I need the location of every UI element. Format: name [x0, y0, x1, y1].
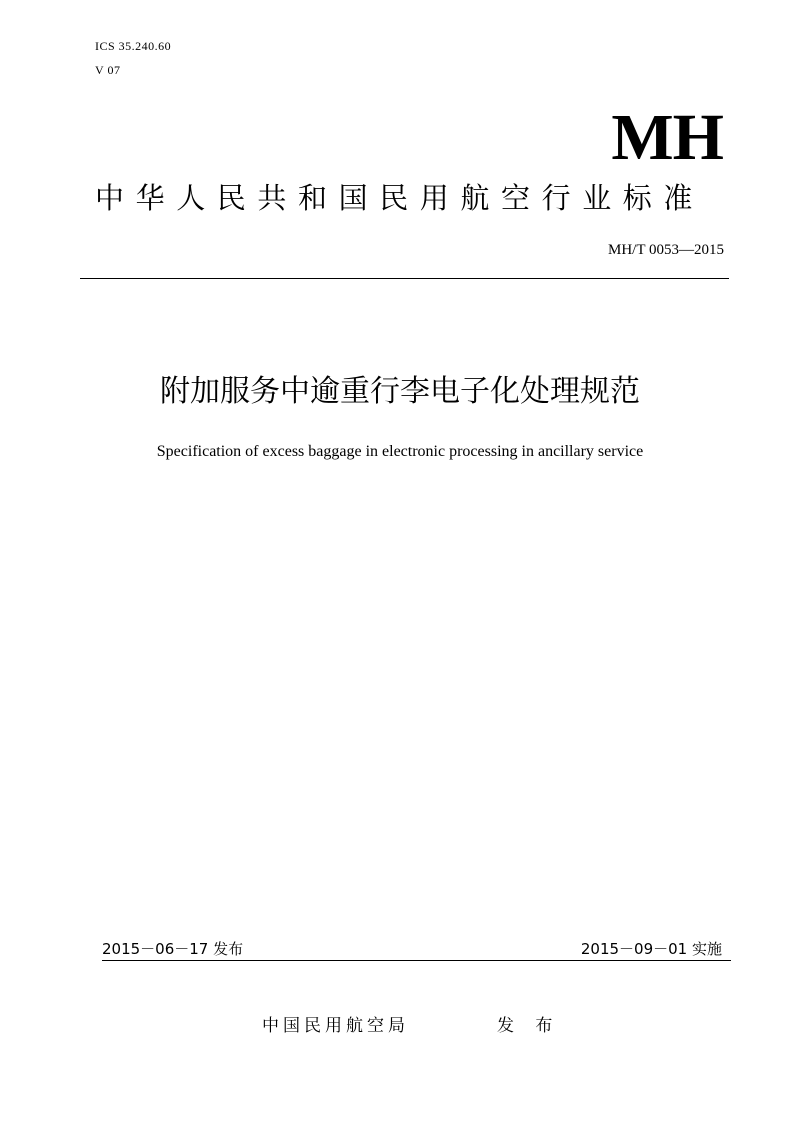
standard-number: MH/T 0053—2015 — [608, 242, 724, 258]
issue-date: 2015－06－17 发布 — [102, 940, 244, 958]
organization-title: 中华人民共和国民用航空行业标准 — [95, 181, 705, 215]
publish-label: 发 布 — [497, 1016, 561, 1036]
document-title-zh: 附加服务中逾重行李电子化处理规范 — [160, 374, 640, 409]
classification-code: V 07 — [95, 63, 121, 77]
document-title-en: Specification of excess baggage in electronic processing in ancillary service — [156, 443, 644, 460]
ics-code: ICS 35.240.60 — [95, 39, 172, 53]
issuing-authority: 中国民用航空局 — [262, 1016, 409, 1036]
implementation-date: 2015－09－01 实施 — [580, 940, 722, 958]
mh-logo: MH — [611, 101, 723, 174]
footer-divider — [102, 960, 731, 961]
header-divider — [80, 278, 729, 279]
